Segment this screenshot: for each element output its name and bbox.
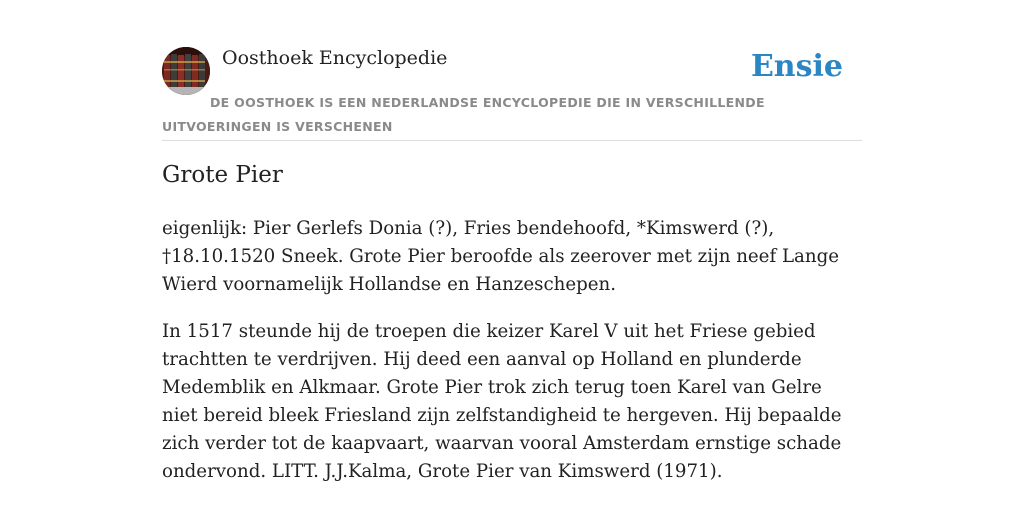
brand-logo-link[interactable]: Ensie (750, 49, 843, 84)
article-body (162, 215, 862, 505)
avatar[interactable] (162, 47, 210, 95)
article-paragraph: In 1517 steunde hij de troepen die keizer Karel V uit het Friese gebied trachtten te verdrijven. Hij deed een aanval op Holland en plunderde Medemblik en Alkmaar. Grote Pier trok zich terug toen Karel van Gelre niet bereid bleek Friesland zijn zelfstandigheid te hergeven. Hij bepaalde zich verder tot de kaapvaart, waarvan vooral Amsterdam ernstige schade ondervond. LITT. J.J.Kalma, Grote Pier van Kimswerd (1971). (162, 321, 842, 482)
article-paragraph: eigenlijk: Pier Gerlefs Donia (?), Fries bendehoofd, *Kimswerd (?), †18.10.1520 Sneek. Grote Pier beroofde als zeerover met zijn neef Lange Wierd voornamelijk Hollandse en Hanzeschepen. (162, 218, 839, 295)
site-tagline: DE OOSTHOEK IS EEN NEDERLANDSE ENCYCLOPEDIE DIE IN VERSCHILLENDE UITVOERINGEN IS VERSCHENEN (162, 95, 765, 134)
article-title: Grote Pier (162, 162, 283, 188)
book-spines-avatar-icon (162, 47, 210, 95)
site-name[interactable]: Oosthoek Encyclopedie (222, 47, 448, 69)
site-header (162, 46, 862, 141)
